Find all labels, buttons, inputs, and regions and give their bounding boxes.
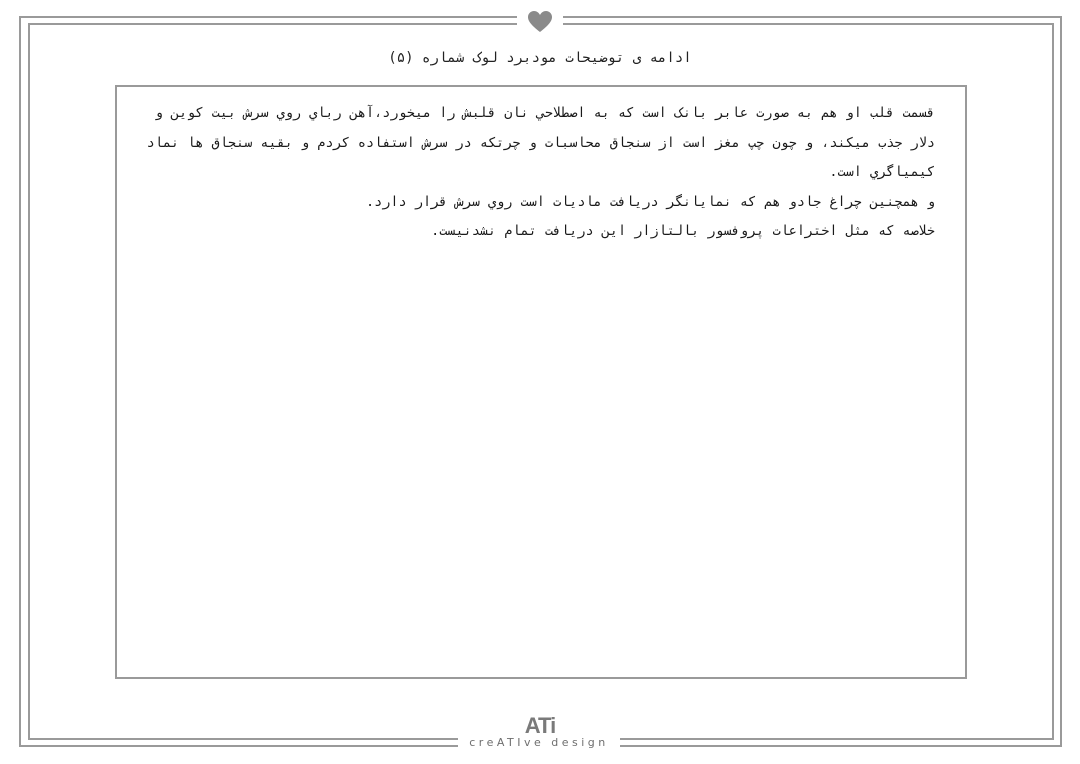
logo-text: creATIve design (469, 736, 609, 749)
description-text (145, 99, 935, 247)
paragraph-1: قسمت قلب او هم به صورت عابر بانک است که به اصطلاحي نان قلبش را ميخورد،آهن رباي روي سرش بيت کوين و دلار جذب ميکند، و چون چپ مغز است از سنجاق محاسبات و چرتکه در سرش استفاده کردم و بقيه سنجاق ها نماد کيمياگري است. (146, 105, 935, 180)
ati-logo-icon (520, 712, 560, 736)
logo-letters: ATi (524, 713, 556, 736)
content-box (115, 85, 967, 679)
heart-icon (527, 10, 553, 34)
paragraph-3: خلاصه که مثل اختراعات پروفسور بالتازار اين دريافت تمام نشدنيست. (431, 223, 935, 239)
page-title: ادامه ی توضیحات مودبرد لوک شماره (۵) (388, 50, 692, 66)
paragraph-2: و همچنين چراغ جادو هم که نمايانگر دريافت ماديات است روي سرش قرار دارد. (366, 193, 935, 210)
